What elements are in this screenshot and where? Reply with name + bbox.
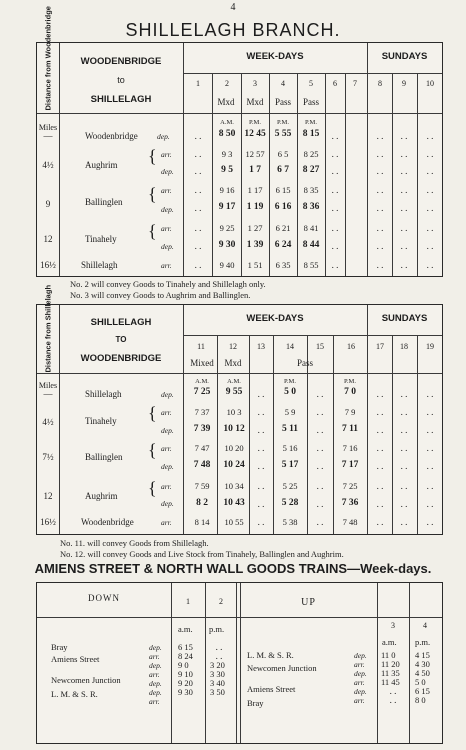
empty-cell: . . xyxy=(331,149,339,159)
row-miles: 12 xyxy=(43,491,53,501)
time-cell: 9 55 xyxy=(225,387,243,397)
empty-cell: . . xyxy=(257,443,265,453)
empty-cell: . . xyxy=(194,185,202,195)
time-cell: 7 11 xyxy=(341,424,359,434)
time-cell: 1 39 xyxy=(246,240,264,250)
empty-cell: . . xyxy=(316,481,324,491)
down-station: Newcomen Junction xyxy=(51,675,121,685)
time-cell: 7 16 xyxy=(342,443,358,453)
row-label: dep. xyxy=(149,643,162,652)
brace: { xyxy=(148,403,157,423)
empty-cell: . . xyxy=(400,389,408,399)
row-label: dep. xyxy=(149,661,162,670)
time-cell: 5 55 xyxy=(274,129,292,139)
empty-cell: . . xyxy=(257,389,265,399)
empty-cell: . . xyxy=(331,203,339,213)
row-label: dep. xyxy=(157,132,170,141)
empty-cell: . . xyxy=(400,407,408,417)
time-cell: 8 2 xyxy=(196,498,208,508)
up-station: Bray xyxy=(247,698,264,708)
ampm: a.m. xyxy=(178,624,193,634)
time-cell: 7 25 xyxy=(193,387,211,397)
ampm: A.M. xyxy=(195,378,209,385)
up-station: L. M. & S. R. xyxy=(247,650,294,660)
ampm: a.m. xyxy=(382,637,397,647)
empty-cell: . . xyxy=(376,461,384,471)
ampm: A.M. xyxy=(227,378,241,385)
empty-cell: . . xyxy=(215,642,223,652)
note: No. 3 will convey Goods to Aughrim and Ballinglen. xyxy=(70,290,251,300)
col-num: 1 xyxy=(196,79,200,88)
ampm: P.M. xyxy=(249,119,261,126)
col-type: Mxd xyxy=(224,358,242,368)
time-cell: 10 24 xyxy=(223,460,245,470)
row-station: Woodenbridge xyxy=(81,517,134,527)
row-label: arr. xyxy=(161,150,172,159)
row-label: dep. xyxy=(161,390,174,399)
empty-cell: . . xyxy=(376,517,384,527)
empty-cell: . . xyxy=(400,185,408,195)
time-cell: 10 34 xyxy=(224,481,244,491)
row-label: dep. xyxy=(161,499,174,508)
empty-cell: . . xyxy=(257,499,265,509)
time-cell: 4 30 xyxy=(415,659,430,669)
empty-cell: . . xyxy=(426,223,434,233)
time-cell: 8 27 xyxy=(302,165,320,175)
empty-cell: . . xyxy=(376,260,384,270)
note: No. 2 will convey Goods to Tinahely and Shillelagh only. xyxy=(70,279,266,289)
empty-cell: . . xyxy=(426,241,434,251)
weekdays-header: WEEK-DAYS xyxy=(246,51,304,62)
time-cell: 9 30 xyxy=(218,240,236,250)
empty-cell: . . xyxy=(331,223,339,233)
ampm: P.M. xyxy=(305,119,317,126)
up-station: Newcomen Junction xyxy=(247,663,317,673)
time-cell: 9 0 xyxy=(178,660,189,670)
time-cell: 6 24 xyxy=(274,240,292,250)
route-to-word: to xyxy=(117,75,125,85)
time-cell: 5 17 xyxy=(281,460,299,470)
empty-cell: . . xyxy=(316,407,324,417)
row-label: arr. xyxy=(161,518,172,527)
time-cell: 10 43 xyxy=(223,498,245,508)
row-label: arr. xyxy=(354,660,365,669)
down-station: Bray xyxy=(51,642,68,652)
col-num: 9 xyxy=(402,79,406,88)
empty-cell: . . xyxy=(316,443,324,453)
empty-cell: . . xyxy=(194,131,202,141)
time-cell: 8 15 xyxy=(302,129,320,139)
empty-cell: . . xyxy=(400,481,408,491)
time-cell: 6 15 xyxy=(415,686,430,696)
col-num: 3 xyxy=(253,79,257,88)
col-num: 12 xyxy=(229,342,237,351)
brace: { xyxy=(148,184,157,204)
empty-cell: . . xyxy=(316,517,324,527)
empty-cell: . . xyxy=(194,149,202,159)
time-cell: 12 45 xyxy=(244,129,266,139)
time-cell: 9 3 xyxy=(221,149,233,159)
empty-cell: . . xyxy=(257,481,265,491)
row-label: dep. xyxy=(161,205,174,214)
time-cell: 1 7 xyxy=(249,165,261,175)
row-miles: 4½ xyxy=(42,417,54,427)
empty-cell: . . xyxy=(400,443,408,453)
col-type: Mxd xyxy=(246,97,264,107)
empty-cell: . . xyxy=(376,407,384,417)
row-label: arr. xyxy=(161,261,172,270)
row-label: arr. xyxy=(161,224,172,233)
empty-cell: . . xyxy=(426,389,434,399)
row-label: arr. xyxy=(354,696,365,705)
empty-cell: . . xyxy=(331,131,339,141)
time-cell: 12 57 xyxy=(245,149,265,159)
note: No. 12. will convey Goods and Live Stock from Tinahely, Ballinglen and Aughrim. xyxy=(60,549,344,559)
row-label: arr. xyxy=(161,444,172,453)
ampm: A.M. xyxy=(220,119,234,126)
time-cell: 7 25 xyxy=(342,481,358,491)
empty-cell: . . xyxy=(376,443,384,453)
empty-cell: . . xyxy=(426,203,434,213)
time-cell: 6 21 xyxy=(275,223,291,233)
empty-cell: . . xyxy=(376,131,384,141)
empty-cell: . . xyxy=(194,203,202,213)
row-label: arr. xyxy=(149,652,160,661)
empty-cell: . . xyxy=(194,241,202,251)
time-cell: 1 19 xyxy=(246,202,264,212)
row-label: dep. xyxy=(161,462,174,471)
down-header: DOWN xyxy=(88,593,120,603)
col-num: 5 xyxy=(309,79,313,88)
empty-cell: . . xyxy=(316,461,324,471)
empty-cell: . . xyxy=(376,185,384,195)
empty-cell: . . xyxy=(376,149,384,159)
time-cell: 6 15 xyxy=(178,642,193,652)
time-cell: 8 35 xyxy=(303,185,319,195)
distance-header: Distance from Shillelagh xyxy=(43,284,53,373)
empty-cell: . . xyxy=(389,695,397,705)
row-station: Aughrim xyxy=(85,491,118,501)
down-station: L. M. & S. R. xyxy=(51,689,98,699)
time-cell: 10 55 xyxy=(224,517,244,527)
empty-cell: . . xyxy=(257,461,265,471)
empty-cell: . . xyxy=(400,241,408,251)
col-num: 4 xyxy=(281,79,285,88)
empty-cell: . . xyxy=(400,425,408,435)
time-cell: 7 0 xyxy=(344,387,356,397)
empty-cell: . . xyxy=(426,443,434,453)
time-cell: 7 37 xyxy=(194,407,210,417)
page-title: SHILLELAGH BRANCH. xyxy=(125,20,341,40)
miles-header: Miles xyxy=(38,381,58,390)
row-station: Woodenbridge xyxy=(85,131,138,141)
time-cell: 3 50 xyxy=(210,687,225,697)
ampm: p.m. xyxy=(415,637,431,647)
empty-cell: . . xyxy=(426,425,434,435)
row-label: dep. xyxy=(354,687,367,696)
time-cell: 9 25 xyxy=(219,223,235,233)
time-cell: 11 45 xyxy=(381,677,400,687)
time-cell: 8 24 xyxy=(178,651,193,661)
time-cell: 11 0 xyxy=(381,650,396,660)
time-cell: 11 20 xyxy=(381,659,400,669)
row-label: dep. xyxy=(161,242,174,251)
row-miles: 12 xyxy=(43,234,53,244)
empty-cell: . . xyxy=(400,461,408,471)
empty-cell: . . xyxy=(257,407,265,417)
time-cell: 6 15 xyxy=(275,185,291,195)
row-label: dep. xyxy=(354,669,367,678)
empty-cell: . . xyxy=(376,203,384,213)
empty-cell: . . xyxy=(376,166,384,176)
empty-cell: . . xyxy=(376,499,384,509)
empty-cell: . . xyxy=(426,407,434,417)
ampm: P.M. xyxy=(344,378,356,385)
empty-cell: . . xyxy=(426,517,434,527)
empty-cell: . . xyxy=(376,481,384,491)
ampm: p.m. xyxy=(209,624,225,634)
time-cell: 3 20 xyxy=(210,660,225,670)
brace: { xyxy=(148,146,157,166)
route-from: SHILLELAGH xyxy=(90,317,152,328)
time-cell: 7 17 xyxy=(341,460,359,470)
time-cell: 4 15 xyxy=(415,650,430,660)
empty-cell: . . xyxy=(376,241,384,251)
row-station: Tinahely xyxy=(85,234,117,244)
col-num: 18 xyxy=(400,342,408,351)
time-cell: 1 17 xyxy=(247,185,263,195)
empty-cell: . . xyxy=(376,425,384,435)
time-cell: 3 40 xyxy=(210,678,225,688)
empty-cell: . . xyxy=(426,131,434,141)
col-num: 17 xyxy=(376,342,384,351)
empty-cell: . . xyxy=(426,260,434,270)
time-cell: 7 48 xyxy=(342,517,358,527)
row-label: arr. xyxy=(161,408,172,417)
col-num: 10 xyxy=(426,79,434,88)
empty-cell: . . xyxy=(400,517,408,527)
row-label: arr. xyxy=(161,186,172,195)
empty-cell: . . xyxy=(331,166,339,176)
row-miles: — xyxy=(43,389,53,399)
col-num: 6 xyxy=(333,79,337,88)
col-num: 15 xyxy=(316,342,324,351)
empty-cell: . . xyxy=(426,185,434,195)
time-cell: 6 16 xyxy=(274,202,292,212)
col-num: 16 xyxy=(347,342,355,351)
time-cell: 9 20 xyxy=(178,678,193,688)
sundays-header: SUNDAYS xyxy=(381,313,428,324)
empty-cell: . . xyxy=(400,260,408,270)
empty-cell: . . xyxy=(194,166,202,176)
row-label: arr. xyxy=(161,482,172,491)
time-cell: 7 48 xyxy=(193,460,211,470)
col-num: 11 xyxy=(197,342,205,351)
empty-cell: . . xyxy=(331,241,339,251)
time-cell: 5 38 xyxy=(282,517,298,527)
weekdays-header: WEEK-DAYS xyxy=(246,313,304,324)
time-cell: 1 27 xyxy=(247,223,263,233)
row-miles: 7½ xyxy=(42,452,54,462)
col-num: 13 xyxy=(257,342,265,351)
empty-cell: . . xyxy=(400,203,408,213)
empty-cell: . . xyxy=(400,149,408,159)
col-type: Pass xyxy=(274,97,291,107)
time-cell: 3 30 xyxy=(210,669,225,679)
time-cell: 7 47 xyxy=(194,443,210,453)
time-cell: 10 3 xyxy=(226,407,242,417)
col-num: 3 xyxy=(391,621,395,630)
distance-header: Distance from Woodenbridge xyxy=(43,6,53,111)
time-cell: 5 9 xyxy=(284,407,296,417)
time-cell: 5 0 xyxy=(415,677,426,687)
empty-cell: . . xyxy=(400,499,408,509)
ampm: P.M. xyxy=(277,119,289,126)
col-type: Pass xyxy=(302,97,319,107)
route-to: SHILLELAGH xyxy=(90,94,152,105)
time-cell: 5 16 xyxy=(282,443,298,453)
empty-cell: . . xyxy=(316,499,324,509)
row-station: Ballinglen xyxy=(85,197,123,207)
empty-cell: . . xyxy=(194,260,202,270)
route-to-word: TO xyxy=(115,335,127,344)
empty-cell: . . xyxy=(400,166,408,176)
col-num: 1 xyxy=(186,597,190,606)
time-cell: 8 0 xyxy=(415,695,426,705)
time-cell: 6 35 xyxy=(275,260,291,270)
empty-cell: . . xyxy=(257,425,265,435)
route-to: WOODENBRIDGE xyxy=(80,353,162,364)
col-num: 4 xyxy=(423,621,427,630)
row-miles: 4½ xyxy=(42,160,54,170)
time-cell: 6 5 xyxy=(277,149,289,159)
empty-cell: . . xyxy=(426,481,434,491)
time-cell: 7 36 xyxy=(341,498,359,508)
time-cell: 8 55 xyxy=(303,260,319,270)
brace: { xyxy=(148,221,157,241)
time-cell: 9 5 xyxy=(221,165,233,175)
row-miles: 16½ xyxy=(40,517,56,527)
col-type: Mxd xyxy=(217,97,235,107)
col-num: 14 xyxy=(286,342,294,351)
time-cell: 7 39 xyxy=(193,424,211,434)
brace: { xyxy=(148,478,157,498)
goods-trains-title: AMIENS STREET & NORTH WALL GOODS TRAINS—Week-days. xyxy=(34,561,432,576)
row-label: arr. xyxy=(149,697,160,706)
miles-header: Miles xyxy=(38,123,58,132)
note: No. 11. will convey Goods from Shillelagh. xyxy=(60,538,209,548)
brace: { xyxy=(148,440,157,460)
row-label: arr. xyxy=(354,678,365,687)
row-label: arr. xyxy=(149,670,160,679)
empty-cell: . . xyxy=(426,149,434,159)
up-station: Amiens Street xyxy=(247,684,296,694)
empty-cell: . . xyxy=(331,185,339,195)
time-cell: 1 51 xyxy=(247,260,263,270)
empty-cell: . . xyxy=(194,223,202,233)
col-type: Pass xyxy=(296,358,313,368)
ampm: P.M. xyxy=(284,378,296,385)
time-cell: 7 9 xyxy=(344,407,356,417)
row-label: dep. xyxy=(149,688,162,697)
row-miles: 16½ xyxy=(40,260,56,270)
row-station: Ballinglen xyxy=(85,452,123,462)
row-station: Tinahely xyxy=(85,416,117,426)
col-num: 2 xyxy=(219,597,223,606)
empty-cell: . . xyxy=(376,389,384,399)
empty-cell: . . xyxy=(400,131,408,141)
time-cell: 4 50 xyxy=(415,668,430,678)
col-num: 2 xyxy=(225,79,229,88)
time-cell: 8 41 xyxy=(303,223,319,233)
empty-cell: . . xyxy=(426,461,434,471)
route-from: WOODENBRIDGE xyxy=(80,56,162,67)
empty-cell: . . xyxy=(426,499,434,509)
empty-cell: . . xyxy=(257,517,265,527)
sundays-header: SUNDAYS xyxy=(381,51,428,62)
time-cell: 9 16 xyxy=(219,185,235,195)
time-cell: 8 25 xyxy=(303,149,319,159)
col-num: 7 xyxy=(353,79,357,88)
col-type: Mixed xyxy=(190,358,214,368)
empty-cell: . . xyxy=(400,223,408,233)
empty-cell: . . xyxy=(215,651,223,661)
time-cell: 5 28 xyxy=(281,498,299,508)
row-station: Aughrim xyxy=(85,160,118,170)
empty-cell: . . xyxy=(316,389,324,399)
up-header: UP xyxy=(301,597,316,608)
empty-cell: . . xyxy=(376,223,384,233)
row-label: dep. xyxy=(354,651,367,660)
row-label: dep. xyxy=(161,167,174,176)
time-cell: 10 12 xyxy=(223,424,245,434)
empty-cell: . . xyxy=(316,425,324,435)
row-label: dep. xyxy=(161,426,174,435)
time-cell: 10 20 xyxy=(224,443,244,453)
page-number: 4 xyxy=(230,2,236,13)
time-cell: 11 35 xyxy=(381,668,400,678)
time-cell: 8 36 xyxy=(302,202,320,212)
time-cell: 5 0 xyxy=(284,387,296,397)
empty-cell: . . xyxy=(426,166,434,176)
time-cell: 9 10 xyxy=(178,669,193,679)
time-cell: 9 40 xyxy=(219,260,235,270)
col-num: 19 xyxy=(426,342,434,351)
empty-cell: . . xyxy=(389,686,397,696)
time-cell: 8 14 xyxy=(194,517,210,527)
time-cell: 8 44 xyxy=(302,240,320,250)
row-label: dep. xyxy=(149,679,162,688)
row-miles: — xyxy=(43,131,53,141)
row-station: Shillelagh xyxy=(81,260,118,270)
goods-trains-table xyxy=(36,582,443,744)
row-miles: 9 xyxy=(45,199,51,209)
time-cell: 6 7 xyxy=(277,165,289,175)
time-cell: 9 30 xyxy=(178,687,193,697)
time-cell: 5 25 xyxy=(282,481,298,491)
empty-cell: . . xyxy=(331,260,339,270)
down-station: Amiens Street xyxy=(51,654,100,664)
row-station: Shillelagh xyxy=(85,389,122,399)
time-cell: 9 17 xyxy=(218,202,236,212)
col-num: 8 xyxy=(378,79,382,88)
time-cell: 8 50 xyxy=(218,129,236,139)
time-cell: 7 59 xyxy=(194,481,210,491)
time-cell: 5 11 xyxy=(281,424,299,434)
